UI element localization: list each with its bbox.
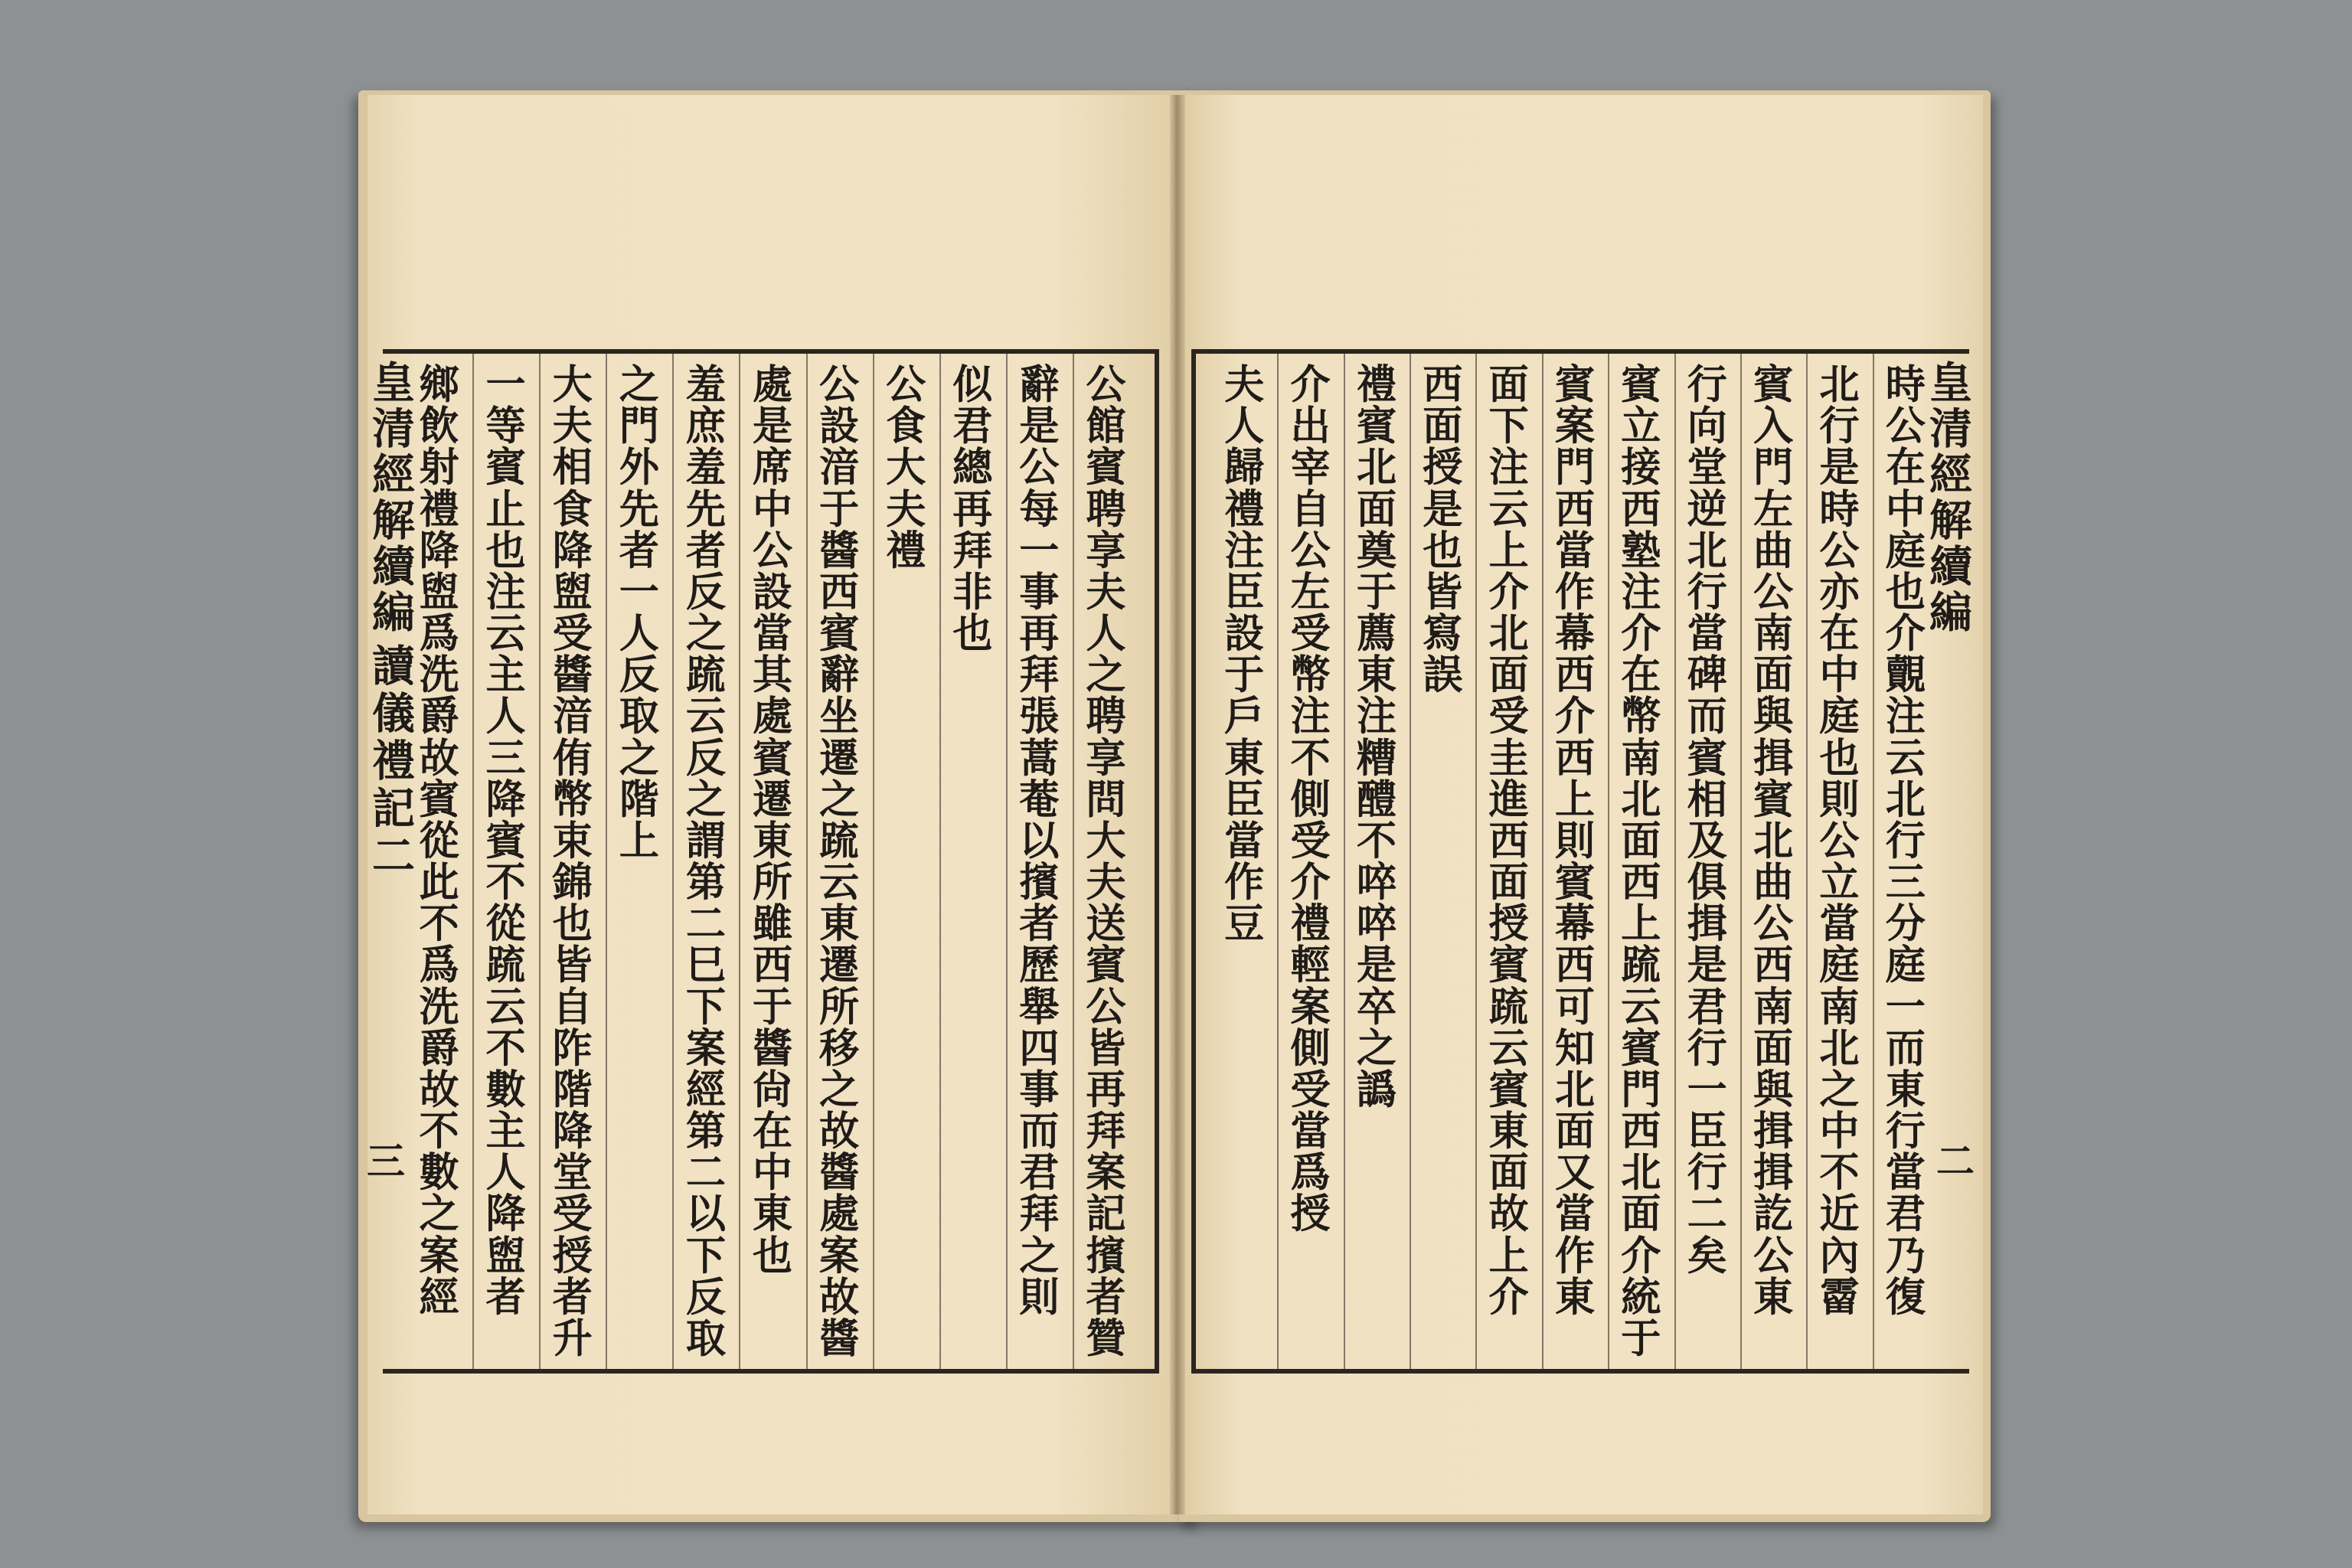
column-rule: [1006, 354, 1008, 1369]
column-rule: [1873, 354, 1874, 1369]
text-column: 似 君 總 再 拜 非 也: [952, 361, 993, 658]
margin-title-text: 皇清經解續編: [365, 360, 416, 635]
text-column: 公 設 湆 于 醬 西 賓 辭 坐 遷 之 䟽 云 東 遷 所 移 之 故 醬 處 案 故 醬: [819, 361, 860, 1362]
left-margin-section: [365, 643, 416, 880]
right-text-frame: [1191, 349, 1973, 1374]
left-text-frame: [383, 349, 1159, 1374]
column-rule: [1806, 354, 1808, 1369]
text-column: 北 行 是 時 公 亦 在 中 庭 也 則 公 立 當 庭 南 北 之 中 不 近 內 霤: [1819, 361, 1860, 1321]
column-rule: [1674, 354, 1676, 1369]
text-column: 公 館 賓 聘 享 夫 人 之 聘 享 問 大 夫 送 賓 公 皆 再 拜 案 記 擯 者 贊: [1086, 361, 1126, 1362]
left-margin-title: [365, 360, 416, 635]
text-column: 時 公 在 中 庭 也 介 覿 注 云 北 行 三 分 庭 一 而 東 行 當 君 乃 復: [1885, 361, 1926, 1321]
column-rule: [1475, 354, 1477, 1369]
text-column: 夫 人 歸 禮 注 臣 設 于 戶 東 臣 當 作 豆: [1224, 361, 1265, 948]
text-column: 大 夫 相 食 降 盥 受 醬 湆 侑 幣 束 錦 也 皆 自 阼 階 降 堂 受 授 者 升: [552, 361, 593, 1362]
text-column: 公 食 大 夫 禮: [886, 361, 926, 574]
text-column: 辭 是 公 每 一 事 再 拜 張 蒿 菴 以 擯 者 歷 舉 四 事 而 君 拜 之 則: [1019, 361, 1060, 1321]
margin-page-number: 三: [361, 1141, 406, 1179]
text-column: 賓 案 門 西 當 作 幕 西 介 西 上 則 賓 幕 西 可 知 北 面 又 當 作 東: [1554, 361, 1596, 1321]
column-rule: [939, 354, 941, 1369]
text-column: 禮 賓 北 面 奠 于 薦 東 注 糟 醴 不 啐 啐 是 卒 之 譌: [1356, 361, 1396, 1113]
column-rule: [1277, 354, 1279, 1369]
column-rule: [806, 354, 808, 1369]
margin-page-number: 二: [1930, 1141, 1975, 1179]
text-column: 之 門 外 先 者 一 人 反 取 之 階 上: [619, 361, 659, 864]
column-rule: [606, 354, 607, 1369]
margin-title-text: 皇清經解續編: [1922, 360, 1973, 635]
text-column: 西 面 授 是 也 皆 寫 誤: [1423, 361, 1463, 699]
text-column: 處 是 席 中 公 設 當 其 處 賓 遷 東 所 雖 西 于 醬 尙 在 中 東 也: [752, 361, 793, 1279]
column-rule: [472, 354, 474, 1369]
text-column: 賓 入 門 左 曲 公 南 面 與 揖 賓 北 曲 公 西 南 面 與 揖 揖 訖 公 東: [1753, 361, 1794, 1321]
book-gutter: [1170, 95, 1185, 1514]
margin-section-text: 讀儀禮記二: [365, 643, 416, 880]
column-rule: [1410, 354, 1411, 1369]
column-rule: [1608, 354, 1609, 1369]
column-rule: [1740, 354, 1742, 1369]
right-margin-page: [1929, 1141, 1975, 1179]
column-rule: [739, 354, 740, 1369]
column-rule: [1542, 354, 1544, 1369]
text-column: 鄉 飲 射 禮 降 盥 爲 洗 爵 故 賓 從 此 不 爲 洗 爵 故 不 數 之 案 經: [419, 361, 459, 1321]
text-column: 賓 立 接 西 塾 注 介 在 幣 南 北 面 西 上 䟽 云 賓 門 西 北 面 介 統 于: [1621, 361, 1661, 1362]
column-rule: [1073, 354, 1074, 1369]
column-rule: [1344, 354, 1345, 1369]
text-column: 一 等 賓 止 也 注 云 主 人 三 降 賓 不 從 䟽 云 不 數 主 人 降 盥 者: [485, 361, 526, 1321]
column-rule: [672, 354, 674, 1369]
text-column: 羞 庶 羞 先 者 反 之 䟽 云 反 之 謂 第 二 巳 下 案 經 第 二 以 下 反 取: [685, 361, 726, 1362]
left-margin-page: [360, 1141, 406, 1179]
right-margin-title: [1922, 360, 1973, 635]
column-rule: [873, 354, 874, 1369]
column-rule: [539, 354, 541, 1369]
text-column: 介 出 宰 自 公 左 受 幣 注 不 側 受 介 禮 輕 案 側 受 當 爲 授: [1290, 361, 1331, 1238]
text-column: 行 向 堂 逆 北 行 當 碑 而 賓 相 及 俱 揖 是 君 行 一 臣 行 二 矣: [1687, 361, 1727, 1279]
text-column: 面 下 注 云 上 介 北 面 受 圭 進 西 面 授 賓 䟽 云 賓 東 面 故 上 介: [1488, 361, 1529, 1321]
